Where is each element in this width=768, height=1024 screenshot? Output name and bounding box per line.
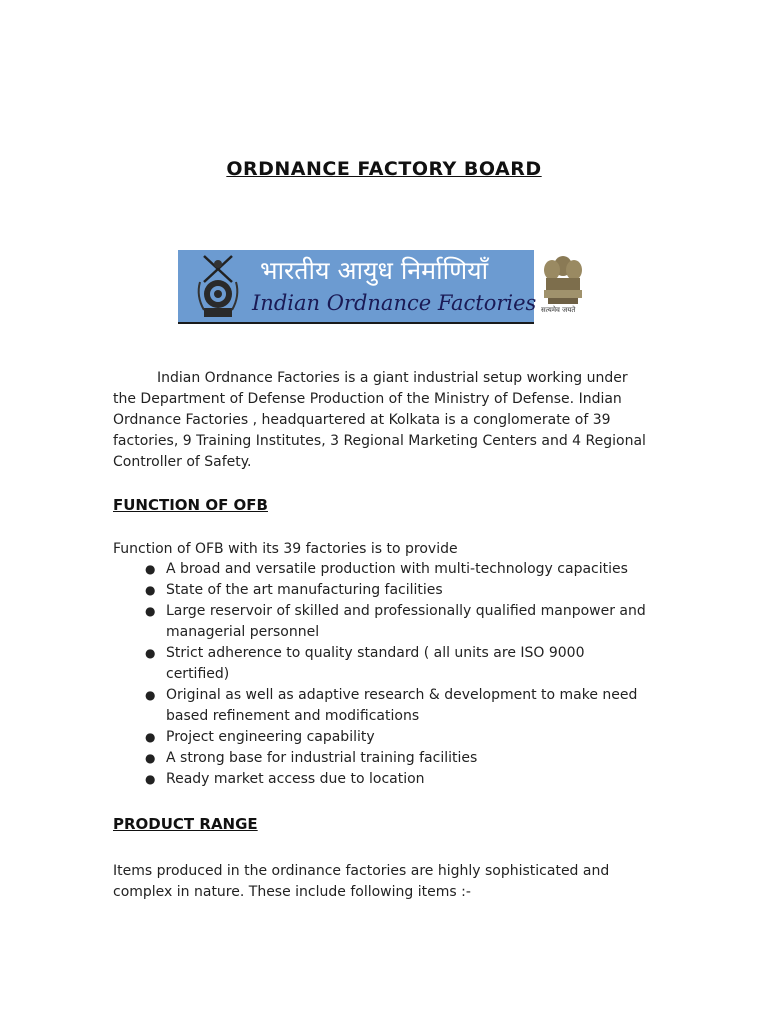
- bullet-icon: ●: [145, 604, 156, 618]
- intro-paragraph: [113, 368, 649, 473]
- list-item: ● State of the art manufacturing facilities: [113, 580, 649, 601]
- function-intro: Function of OFB with its 39 factories is to provide: [113, 541, 458, 557]
- bullet-icon: ●: [145, 730, 156, 744]
- bullet-icon: ●: [145, 562, 156, 576]
- product-range-heading: PRODUCT RANGE: [113, 815, 258, 833]
- list-item: ● Large reservoir of skilled and professionally qualified manpower and managerial personnel: [145, 603, 646, 640]
- banner-hindi-text: भारतीय आयुध निर्माणियाँ: [260, 256, 489, 285]
- list-item: ● Original as well as adaptive research & development to make need based refinement and modifications: [145, 687, 638, 724]
- function-heading: FUNCTION OF OFB: [113, 496, 268, 514]
- bullet-icon: ●: [145, 646, 156, 660]
- list-item: ● Strict adherence to quality standard ( all units are ISO 9000 certified): [145, 645, 585, 682]
- list-item: ● A broad and versatile production with multi-technology capacities: [113, 559, 649, 580]
- ordnance-crest-logo: [194, 252, 242, 320]
- bullet-icon: ●: [145, 772, 156, 786]
- function-list: [113, 559, 649, 790]
- emblem-caption: सत्यमेव जयते: [541, 306, 576, 314]
- bullet-icon: ●: [145, 583, 156, 597]
- list-item: ● A strong base for industrial training facilities: [113, 748, 649, 769]
- page-title: ORDNANCE FACTORY BOARD: [226, 158, 542, 180]
- list-item: ● Project engineering capability: [113, 727, 649, 748]
- bullet-icon: ●: [145, 688, 156, 702]
- intro-paragraph-text: Indian Ordnance Factories is a giant industrial setup working under the Department of Defense Production of the Ministry of Defense. Indian Ordnance Factories , headquartered at Kolkata is a conglomerate of 39 factories, 9 Training Institutes, 3 Regional Marketing Centers and 4 Regional Controller of Safety.: [113, 370, 646, 470]
- banner-english-text: Indian Ordnance Factories: [252, 291, 537, 315]
- list-item: ● Ready market access due to location: [113, 769, 649, 790]
- product-paragraph: Items produced in the ordinance factories are highly sophisticated and complex in nature. These include following items :-: [113, 863, 610, 900]
- bullet-icon: ●: [145, 751, 156, 765]
